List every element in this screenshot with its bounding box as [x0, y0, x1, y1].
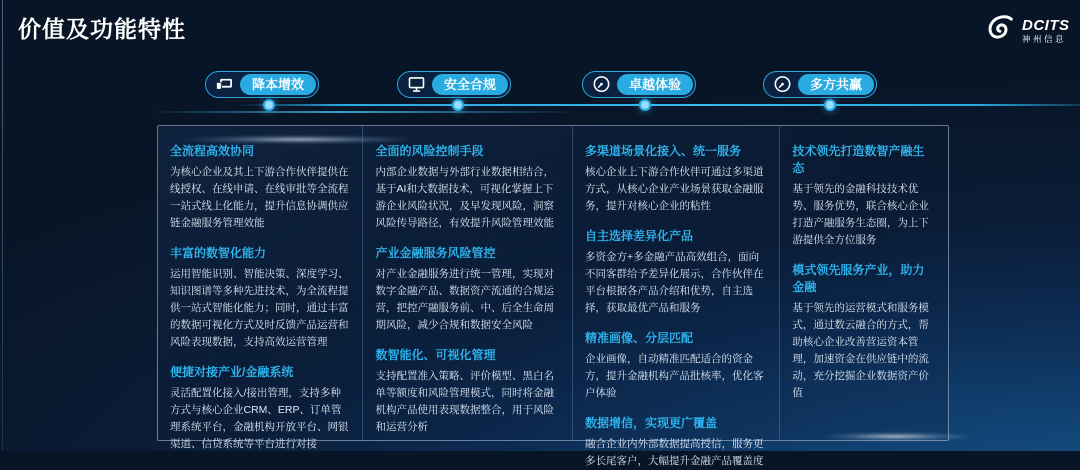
block-body: 灵活配置化接入/接出管理，支持多种方式与核心企业CRM、ERP、订单管理系统平台，金融机构开放平台、网银渠道、信贷系统等平台进行对接	[170, 387, 349, 450]
feature-block	[375, 346, 558, 436]
feature-block	[585, 227, 766, 317]
logo-brand: DCITS	[1022, 16, 1070, 34]
block-title: 丰富的数智化能力	[170, 246, 267, 260]
feature-column-multi-party-winwin	[780, 126, 948, 440]
feature-block	[375, 244, 558, 334]
block-title: 全流程高效协同	[170, 144, 255, 158]
tab-security-compliance[interactable]	[397, 71, 511, 98]
tab-label: 降本增效	[240, 74, 316, 95]
feature-block	[792, 261, 935, 402]
block-title: 精准画像、分层匹配	[584, 331, 693, 345]
feature-block	[585, 414, 766, 470]
feature-block	[170, 244, 349, 351]
block-title: 自主选择差异化产品	[584, 229, 693, 243]
page-title: 价值及功能特性	[18, 16, 186, 42]
block-body: 企业画像，自动精准匹配适合的资金方，提升金融机构产品批核率，优化客户体验	[584, 353, 764, 399]
block-body: 基于领先的运营模式和服务模式，通过数云融合的方式，帮助核心企业改善营运资本管理，加速资金在供应链中的流动，充分挖掘企业数据资产价值	[792, 302, 929, 399]
tab-label: 卓越体验	[617, 74, 693, 95]
timeline-dot	[641, 101, 649, 109]
feature-block	[585, 329, 766, 402]
block-title: 多渠道场景化接入、统一服务	[584, 144, 741, 158]
tab-cost-efficiency[interactable]	[205, 71, 319, 98]
tab-label: 多方共赢	[798, 74, 874, 95]
tab-label: 安全合规	[432, 74, 508, 95]
block-body: 多资金方+多金融产品高效组合，面向不同客群给予差异化展示，合作伙伴在平台根据各产品介绍和优势，自主选择，获取最优产品和服务	[584, 251, 764, 314]
tab-excellent-experience[interactable]	[582, 71, 696, 98]
feature-column-security-compliance	[363, 126, 572, 440]
gauge-icon	[766, 74, 798, 95]
block-body: 为核心企业及其上下游合作伙伴提供在线授权、在线申请、在线审批等全流程一站式线上化能力，提升信息协调供应链金融服务管理效能	[170, 166, 349, 229]
block-body: 对产业金融服务进行统一管理，实现对数字金融产品、数据资产流通的合规运营，把控产融服务前、中、后全生命周期风险，减少合规和数据安全风险	[375, 268, 554, 331]
feature-block	[170, 363, 349, 453]
timeline-line-secondary	[148, 111, 580, 113]
monitor-icon	[400, 74, 432, 95]
block-body: 核心企业上下游合作伙伴可通过多渠道方式，从核心企业产业场景获取金融服务，提升对核心企业的粘性	[584, 166, 764, 212]
tab-multi-party-winwin[interactable]	[763, 71, 877, 98]
block-title: 数据增信，实现更广覆盖	[584, 416, 717, 430]
block-title: 数智能化、可视化管理	[375, 348, 496, 362]
dcits-swirl-icon	[983, 11, 1017, 50]
feature-column-cost-efficiency	[158, 126, 363, 450]
logo-text	[1022, 18, 1070, 44]
block-body: 支持配置准入策略、评价模型、黑白名单等额度和风险管理模式，同时将金融机构产品使用表现数据整合，用于风险和运营分析	[375, 370, 554, 433]
block-title: 产业金融服务风险管控	[375, 246, 496, 260]
feature-block	[585, 142, 766, 215]
feature-block	[375, 142, 558, 232]
feature-block	[792, 142, 935, 249]
timeline-dot	[826, 101, 834, 109]
block-title: 便捷对接产业/金融系统	[170, 365, 294, 379]
feature-block	[170, 142, 349, 232]
dcits-logo	[983, 11, 1070, 50]
timeline-line	[238, 104, 1080, 106]
block-body: 基于领先的金融科技技术优势、服务优势，联合核心企业打造产融服务生态圈，为上下游提供全方位服务	[792, 183, 929, 246]
feature-column-excellent-experience	[573, 126, 780, 467]
timeline-dot	[454, 101, 462, 109]
block-body: 内部企业数据与外部行业数据相结合，基于AI和大数据技术，可视化掌握上下游企业风险状况，及早发现风险，洞察风险传导路径，有效提升风险管理效能	[375, 166, 554, 229]
block-title: 全面的风险控制手段	[375, 144, 484, 158]
feature-panel	[157, 125, 949, 467]
block-body: 融合企业内外部数据提高授信，服务更多长尾客户，大幅提升金融产品覆盖度	[584, 438, 764, 467]
devices-icon	[208, 74, 240, 95]
timeline-dot	[265, 101, 273, 109]
logo-subtitle: 神州信息	[1022, 33, 1067, 44]
block-body: 运用智能识别、智能决策、深度学习、知识图谱等多种先进技术，为全流程提供一站式智能化能力；同时，通过丰富的数据可视化方式及时反馈产品运营和风险表现数据，支持高效运营管理	[170, 268, 349, 348]
block-title: 模式领先服务产业，助力金融	[792, 263, 925, 294]
block-title: 技术领先打造数智产融生态	[792, 144, 925, 175]
gauge-icon	[585, 74, 617, 95]
